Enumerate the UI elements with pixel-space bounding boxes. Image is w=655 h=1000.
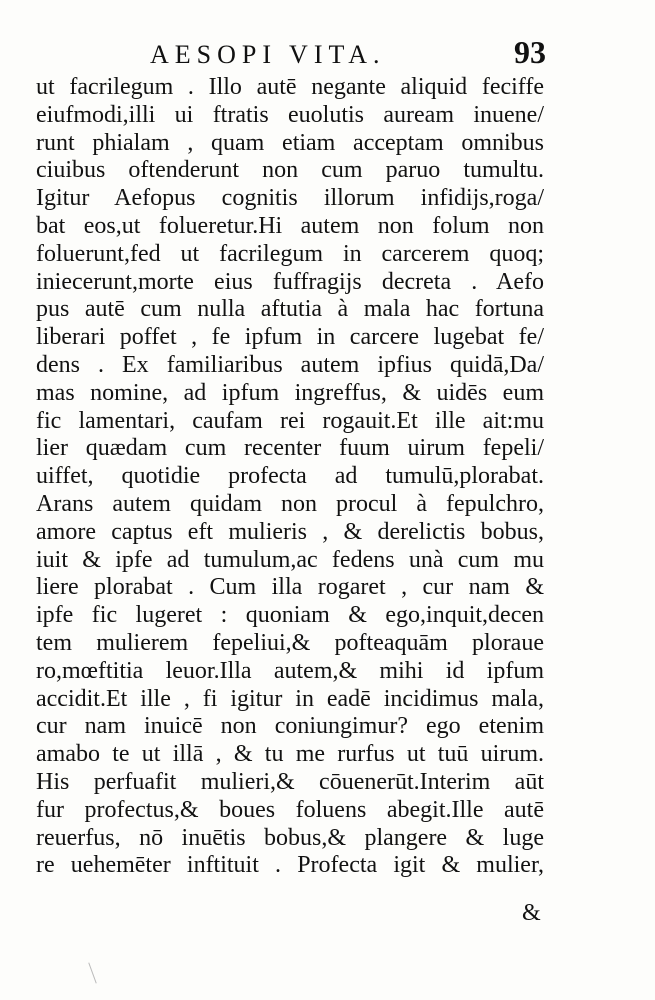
text-line: bat eos,ut folueretur.Hi autem non folum non — [36, 212, 544, 239]
paper-mark — [88, 962, 96, 983]
text-line: ipfe fic lugeret : quoniam & ego,inquit,decen — [36, 602, 544, 629]
text-line: accidit.Et ille , fi igitur in eadē incidimus mala, — [36, 685, 544, 712]
text-line: His perfuafit mulieri,& cōuenerūt.Interim aūt — [36, 768, 544, 795]
text-line: Arans autem quidam non procul à fepulchro, — [36, 490, 544, 517]
text-line: dens . Ex familiaribus autem ipfius quidā,Da/ — [36, 351, 544, 378]
text-line: eiufmodi,illi ui ftratis euolutis auream inuene/ — [36, 101, 544, 128]
text-line: iniecerunt,morte eius fuffragijs decreta . Aefo — [36, 268, 544, 295]
text-line: ro,mœftitia leuor.Illa autem,& mihi id ipfum — [36, 657, 544, 684]
running-head: AESOPI VITA. — [150, 40, 386, 69]
text-line: ut facrilegum . Illo autē negante aliquid feciffe — [36, 74, 544, 100]
text-line: tem mulierem fepeliui,& pofteaquām ploraue — [36, 629, 544, 656]
text-line: amabo te ut illā , & tu me rurfus ut tuū uirum. — [36, 741, 544, 768]
text-line: re uehemēter inftituit . Profecta igit & mulier, — [36, 852, 544, 879]
text-line: lier quædam cum recenter fuum uirum fepeli/ — [36, 435, 544, 462]
text-line: liberari poffet , fe ipfum in carcere lugebat fe/ — [36, 324, 544, 351]
text-line: foluerunt,fed ut facrilegum in carcerem quoq; — [36, 240, 544, 267]
text-line: cur nam inuicē non coniungimur? ego etenim — [36, 713, 544, 740]
page-header — [0, 34, 655, 74]
text-line: ciuibus oftenderunt non cum paruo tumultu. — [36, 157, 544, 184]
text-line: fur profectus,& boues foluens abegit.Ille autē — [36, 796, 544, 823]
catchword: & — [522, 900, 541, 926]
text-line: runt phialam , quam etiam acceptam omnibus — [36, 129, 544, 156]
text-line: iuit & ipfe ad tumulum,ac fedens unà cum mu — [36, 546, 544, 573]
page-number: 93 — [514, 34, 546, 70]
text-line: mas nomine, ad ipfum ingreffus, & uidēs eum — [36, 379, 544, 406]
body-text — [36, 74, 544, 880]
text-line: reuerfus, nō inuētis bobus,& plangere & luge — [36, 824, 544, 851]
text-line: fic lamentari, caufam rei rogauit.Et ille ait:mu — [36, 407, 544, 434]
text-line: liere plorabat . Cum illa rogaret , cur nam & — [36, 574, 544, 601]
text-line: pus autē cum nulla aftutia à mala hac fortuna — [36, 296, 544, 323]
text-line: Igitur Aefopus cognitis illorum infidijs,roga/ — [36, 185, 544, 212]
text-line: uiffet, quotidie profecta ad tumulū,plorabat. — [36, 463, 544, 490]
text-line: amore captus eft mulieris , & derelictis bobus, — [36, 518, 544, 545]
